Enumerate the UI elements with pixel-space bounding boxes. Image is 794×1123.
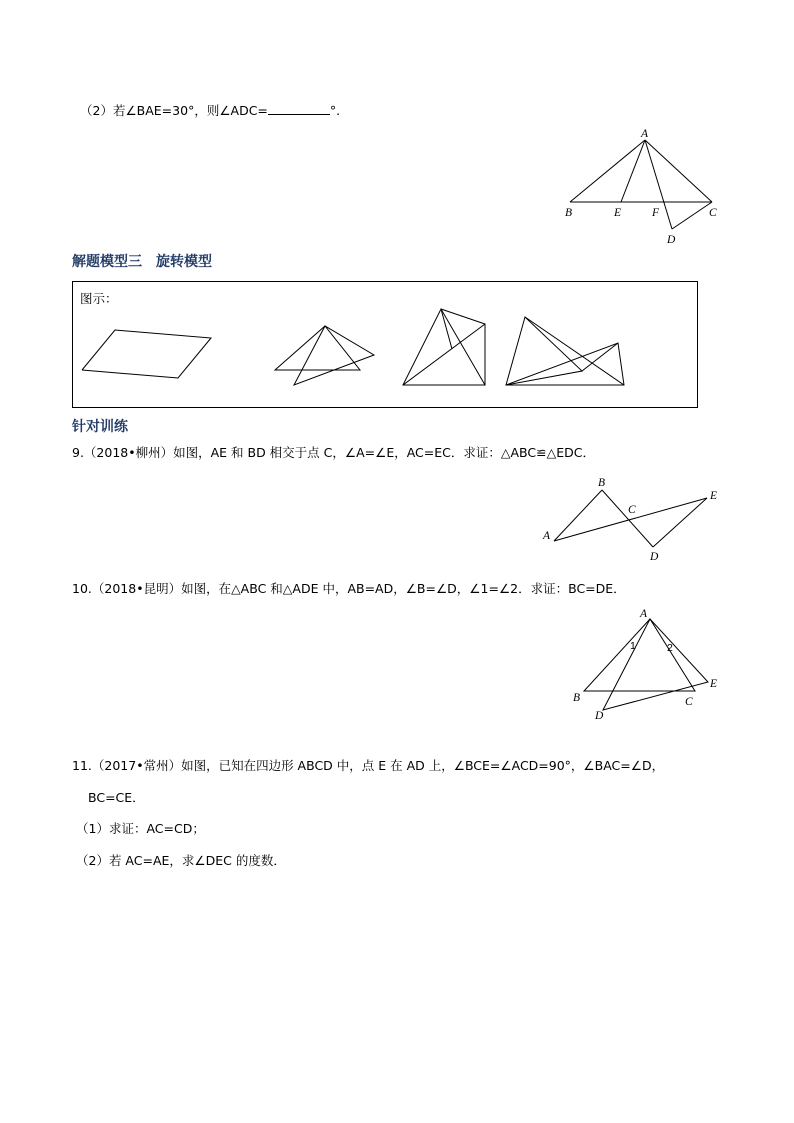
q10-angle-1: 1 [630, 640, 636, 652]
q8-figure [560, 125, 730, 250]
q9-label-B: B [598, 477, 606, 489]
model-figure-2a [275, 326, 360, 370]
model-figure-4d [582, 343, 618, 371]
q8-part2-suffix: °. [329, 103, 341, 118]
model-figure-3d [441, 309, 452, 349]
model-figure-3c [403, 324, 485, 385]
model-figure-4b [506, 343, 624, 385]
q10-triangle-ABC [584, 619, 695, 691]
q10-figure [570, 605, 730, 725]
q8-label-E: E [614, 207, 622, 219]
q8-label-A: A [641, 128, 649, 140]
rotation-model-figures [72, 281, 698, 408]
section-title: 解题模型三 旋转模型 [72, 254, 212, 270]
practice-title: 针对训练 [72, 419, 128, 435]
q8-segment-AC [645, 140, 712, 202]
q8-label-D: D [667, 234, 676, 246]
q10-label-A: A [640, 608, 648, 620]
model-figure-4a [506, 317, 582, 385]
q10-label-C: C [685, 696, 693, 708]
q9-label-D: D [650, 551, 659, 563]
q8-label-B: B [565, 207, 573, 219]
model-figure-4c [525, 317, 624, 385]
q9-label-A: A [543, 530, 551, 542]
q9-label-E: E [710, 490, 718, 502]
q9-label-C: C [628, 504, 636, 516]
q11-part1: （1）求证：AC=CD； [76, 821, 205, 836]
q8-label-F: F [652, 207, 660, 219]
q10-angle-2: 2 [667, 642, 673, 654]
q10-label-D: D [595, 710, 604, 722]
answer-blank[interactable] [268, 103, 330, 115]
q8-part2-prefix: （2）若∠BAE=30°，则∠ADC= [80, 103, 268, 118]
q11-line2: BC=CE． [88, 790, 145, 805]
q8-segment-AB [570, 140, 645, 202]
q8-part2 [80, 103, 340, 119]
figure-label: 图示： [80, 291, 118, 306]
q11-part2: （2）若 AC=AE，求∠DEC 的度数． [76, 853, 286, 868]
q9-segment-BD [602, 490, 653, 547]
q8-label-C: C [709, 207, 717, 219]
model-figure-1 [82, 330, 211, 378]
q10-label-E: E [710, 678, 718, 690]
q10-text: 10.（2018•昆明）如图，在△ABC 和△ADE 中，AB=AD，∠B=∠D，∠1=∠2．求证：BC=DE． [72, 581, 626, 596]
q11-line1: 11.（2017•常州）如图，已知在四边形 ABCD 中，点 E 在 AD 上，∠BCE=∠ACD=90°，∠BAC=∠D， [72, 758, 665, 773]
q10-label-B: B [573, 692, 581, 704]
q9-text: 9.（2018•柳州）如图，AE 和 BD 相交于点 C，∠A=∠E，AC=EC．求证：△ABC≌△EDC． [72, 445, 595, 460]
q9-figure [540, 475, 730, 570]
q8-segment-DC [672, 202, 712, 229]
model-figure-2b [294, 326, 374, 385]
q9-segment-AB [554, 490, 602, 541]
